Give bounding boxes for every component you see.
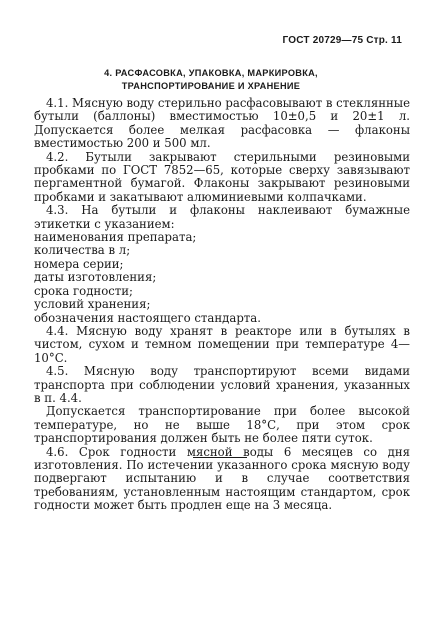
paragraph-4-5-continuation: Допускается транспортирование при более высокой температуре, но не выше 18°С, при этом срок транспортирования должен быть не более пяти суток.	[34, 404, 410, 446]
section-title	[0, 67, 422, 93]
label-item-storage: условий хранения;	[34, 297, 151, 312]
document-body	[34, 97, 410, 513]
section-title-line-2: ТРАНСПОРТИРОВАНИЕ И ХРАНЕНИЕ	[121, 81, 301, 91]
paragraph-4-4: 4.4. Мясную воду хранят в реакторе или в бутылях в чистом, сухом и темном помещении при температуре 4—10°С.	[34, 323, 410, 365]
label-item-name: наименования препарата;	[34, 230, 197, 245]
paragraph-4-5: 4.5. Мясную воду транспортируют всеми видами транспорта при соблюдении условий хранения, указанных в п. 4.4.	[34, 364, 410, 405]
label-item-series: номера серии;	[34, 256, 124, 271]
label-item-standard: обозначения настоящего стандарта.	[34, 310, 261, 325]
paragraph-4-6: 4.6. Срок годности мясной воды 6 месяцев со дня изготовления. По истечении указанного срока мясную воду подвергают испытанию и в случае соответствия требованиям, установленным настоящим стандартом, срок годности может быть продлен еще на 3 месяца.	[34, 444, 410, 513]
paragraph-4-3: 4.3. На бутыли и флаконы наклеивают бумажные этикетки с указанием:	[34, 203, 410, 231]
page-header: ГОСТ 20729—75 Стр. 11	[282, 35, 402, 46]
label-item-date: даты изготовления;	[34, 270, 157, 285]
paragraph-4-2: 4.2. Бутыли закрывают стерильными резиновыми пробками по ГОСТ 7852—65, которые сверху завязывают пергаментной бумагой. Флаконы закрывают резиновыми пробками и закатывают алюминиевыми колпачками.	[34, 149, 410, 204]
paragraph-4-1: 4.1. Мясную воду стерильно расфасовывают в стеклянные бутыли (баллоны) вместимостью 10±0,5 и 20±1 л. Допускается более мелкая расфасовка — флаконы вместимостью 200 и 500 мл.	[34, 96, 410, 151]
section-title-line-1: 4. РАСФАСОВКА, УПАКОВКА, МАРКИРОВКА,	[104, 68, 318, 78]
label-item-shelf-life: срока годности;	[34, 283, 133, 298]
label-item-quantity: количества в л;	[34, 243, 131, 258]
end-divider	[193, 457, 247, 458]
